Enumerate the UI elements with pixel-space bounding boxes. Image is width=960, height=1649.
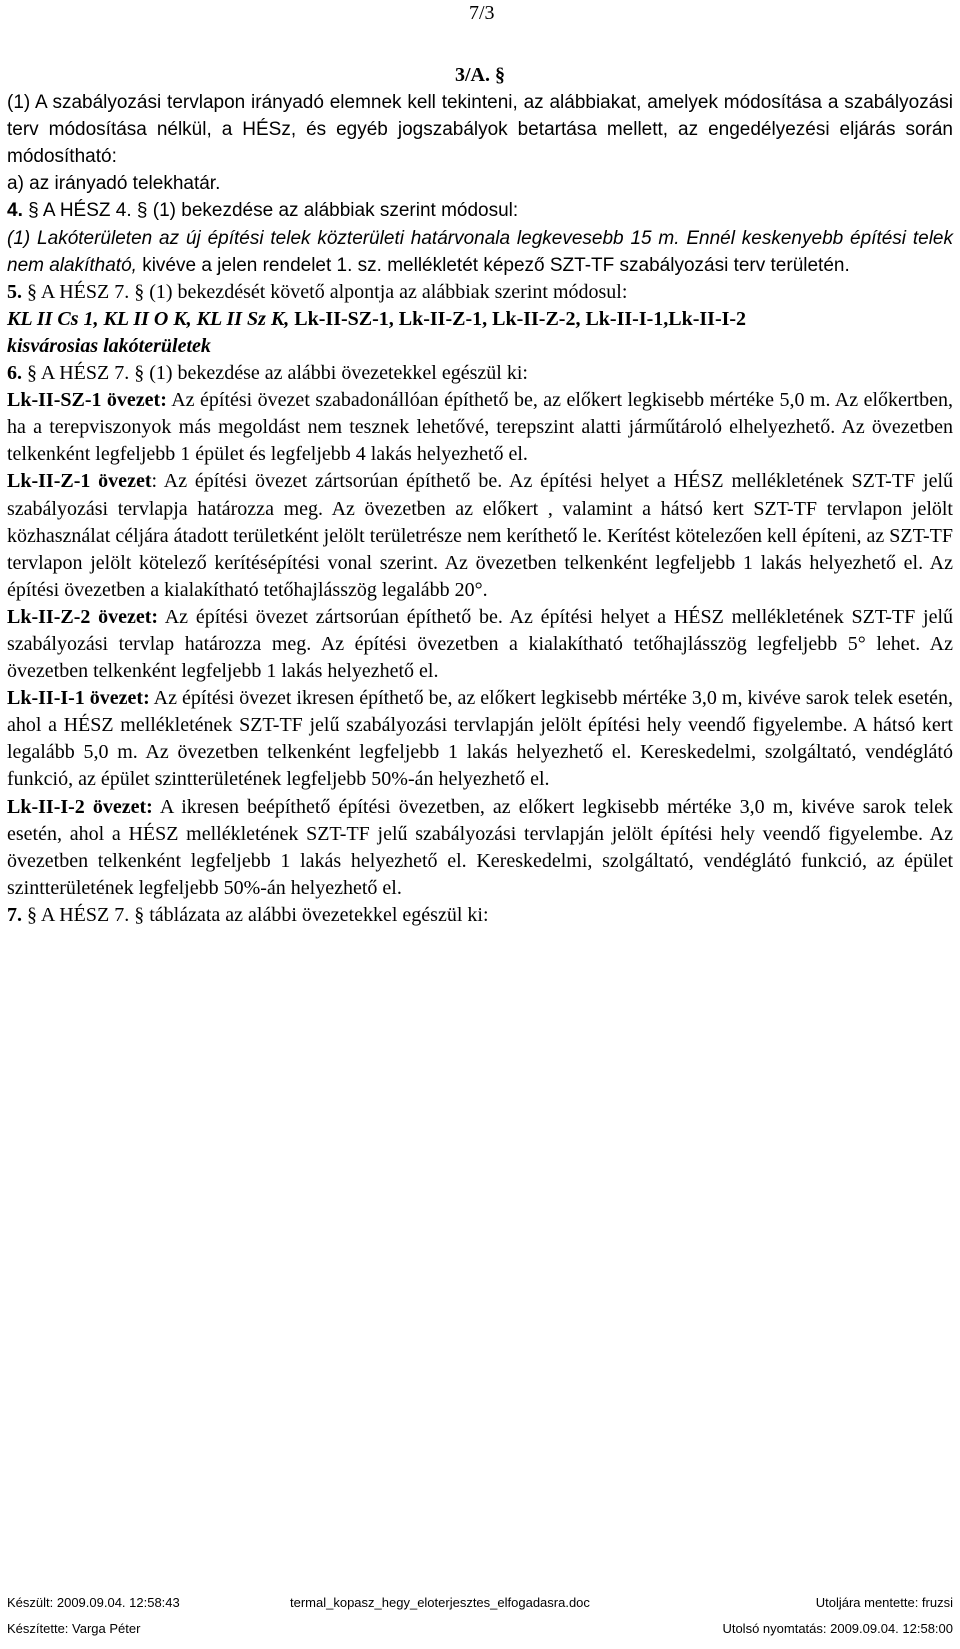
paragraph-1: (1) A szabályozási tervlapon irányadó elemnek kell tekinteni, az alábbiakat, amelyek módosítása a szabályozási terv módosítása nélkül, a HÉSz, és egyéb jogszabályok betartása mellett, az engedélyezési eljárás során módosítható: — [7, 92, 953, 168]
paragraph-2: a) az irányadó telekhatár. — [7, 173, 221, 195]
footer-created: Készült: 2009.09.04. 12:58:43 — [7, 1595, 180, 1610]
paragraph-lk-ii-i-2: Lk-II-I-2 övezet: A ikresen beépíthető építési övezetben, az előkert legkisebb mértéke 3,0 m, kivéve sarok telek esetén, ahol a HÉSZ mellékletének SZT-TF jelű szabályozási tervlapján jelölt építési hely veendő figyelembe. Az övezetben telkenként legfeljebb 1 lakás helyezhető el. Kereskedelmi, szolgáltató, vendéglátó funkció, az épület szintterületének legfeljebb 50%-án helyezhető el. — [7, 795, 954, 899]
section-title: 3/A. § — [455, 64, 505, 86]
paragraph-lakoterulet: (1) Lakóterületen az új építési telek közterületi határvonala legkevesebb 15 m. Ennél keskenyebb építési telek nem alakítható, kivéve a jelen rendelet 1. sz. mellékletét képező SZT-TF szabályozási terv területén. — [7, 227, 953, 276]
footer-author: Készítette: Varga Péter — [7, 1621, 141, 1636]
footer-last-saved-by: Utoljára mentette: fruzsi — [815, 1595, 953, 1610]
paragraph-amend-4: 4. § A HÉSZ 4. § (1) bekezdése az alábbiak szerint módosul: — [7, 200, 519, 222]
paragraph-zone-category: kisvárosias lakóterületek — [7, 334, 211, 357]
paragraph-lk-ii-z-2: Lk-II-Z-2 övezet: Az építési övezet zártsorúan építhető be. Az építési helyet a HÉSZ mellékletének SZT-TF jelű szabályozási tervlap határozza meg. Az építési övezetben a kialakítható tetőhajlásszög legfeljebb 5° lehet. Az övezetben telkenként legfeljebb 1 lakás helyezhető el. — [7, 605, 954, 683]
amend-number: 6. — [7, 362, 22, 385]
footer-last-printed: Utolsó nyomtatás: 2009.09.04. 12:58:00 — [722, 1621, 953, 1636]
paragraph-lk-ii-z-1: Lk-II-Z-1 övezet: Az építési övezet zártsorúan építhető be. Az építési helyet a HÉSZ mellékletének SZT-TF jelű szabályozási tervlapja határozza meg. Az övezetben az előkert , valamint a hátsó kert SZT-TF tervlapon jelölt közhasználat céljára átadott területként jelölt területrésze nem keríthető le. Kerítést kötelezően kell építeni, az SZT-TF tervlapon jelölt kötelező kerítésépítési vonal szerint. Az övezetben telkenként legfeljebb 1 lakás helyezhető el. Az építési övezetben a kialakítható tetőhajlásszög legalább 20°. — [7, 470, 954, 601]
amend-number: 7. — [7, 903, 22, 926]
document-body — [7, 62, 953, 929]
paragraph-amend-6: 6. § A HÉSZ 7. § (1) bekezdése az alábbi övezetekkel egészül ki: — [7, 362, 528, 385]
paragraph-lk-ii-i-1: Lk-II-I-1 övezet: Az építési övezet ikresen építhető be, az előkert legkisebb mértéke 3,0 m, kivéve sarok telek esetén, ahol a HÉSZ mellékletének SZT-TF jelű szabályozási tervlapján jelölt építési hely veendő figyelembe. A hátsó kert legalább 5,0 m. Az övezetben telkenként legfeljebb 1 lakás helyezhető el. Kereskedelmi, szolgáltató, vendéglátó funkció, az épület szintterületének legfeljebb 50%-án helyezhető el. — [7, 687, 953, 791]
amend-number: 5. — [7, 280, 22, 303]
paragraph-zone-list: KL II Cs 1, KL II O K, KL II Sz K, Lk-II-SZ-1, Lk-II-Z-1, Lk-II-Z-2, Lk-II-I-1,Lk-II-I-2 — [7, 307, 747, 330]
paragraph-lk-ii-sz-1: Lk-II-SZ-1 övezet: Az építési övezet szabadonállóan építhető be, az előkert legkisebb mértéke 5,0 m. Az előkertben, ha a terepviszonyok más megoldást nem tesznek lehetővé, terepszint alatti járműtároló elhelyezhető. Az övezetben telkenként legfeljebb 1 épület és legfeljebb 4 lakás helyezhető el. — [7, 389, 953, 466]
page-number: 7/3 — [469, 2, 495, 24]
amend-number: 4. — [7, 200, 23, 222]
paragraph-amend-5: 5. § A HÉSZ 7. § (1) bekezdését követő alpontja az alábbiak szerint módosul: — [7, 280, 628, 303]
paragraph-amend-7: 7. § A HÉSZ 7. § táblázata az alábbi övezetekkel egészül ki: — [7, 903, 489, 926]
footer-filename: termal_kopasz_hegy_eloterjesztes_elfogadasra.doc — [290, 1595, 590, 1610]
